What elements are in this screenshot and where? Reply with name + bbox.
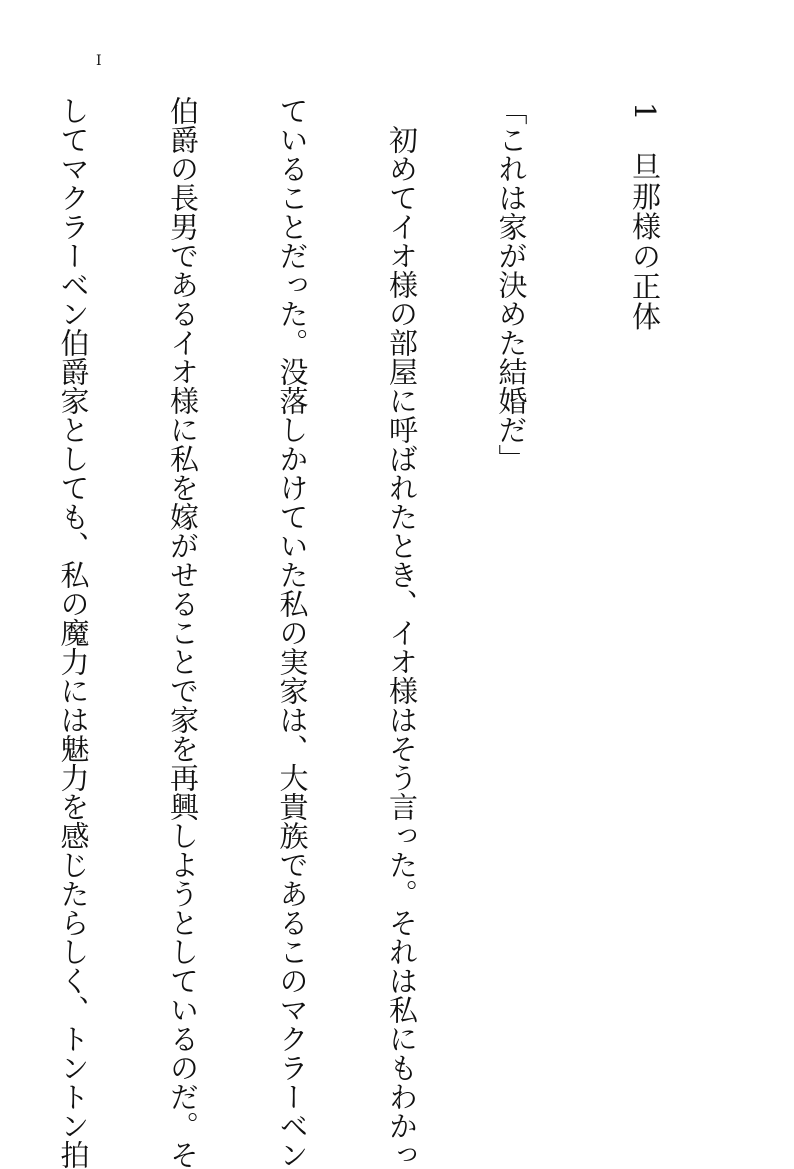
page-number: I <box>96 53 102 69</box>
text-line: 初めてイオ様の部屋に呼ばれたとき、イオ様はそう言った。それは私にもわかっ <box>385 96 419 1169</box>
text-line: ていることだった。没落しかけていた私の実家は、大貴族であるこのマクラーベン <box>275 96 310 1169</box>
text-line: 伯爵の長男であるイオ様に私を嫁がせることで家を再興しようとしているのだ。そ <box>166 96 200 1169</box>
text-line: 「これは家が決めた結婚だ」 <box>494 96 529 473</box>
vertical-text-body <box>0 96 736 1169</box>
chapter-title: 1 旦那様の正体 <box>628 102 662 332</box>
text-line: してマクラーベン伯爵家としても、私の魔力には魅力を感じたらしく、トントン拍 <box>56 96 91 1169</box>
